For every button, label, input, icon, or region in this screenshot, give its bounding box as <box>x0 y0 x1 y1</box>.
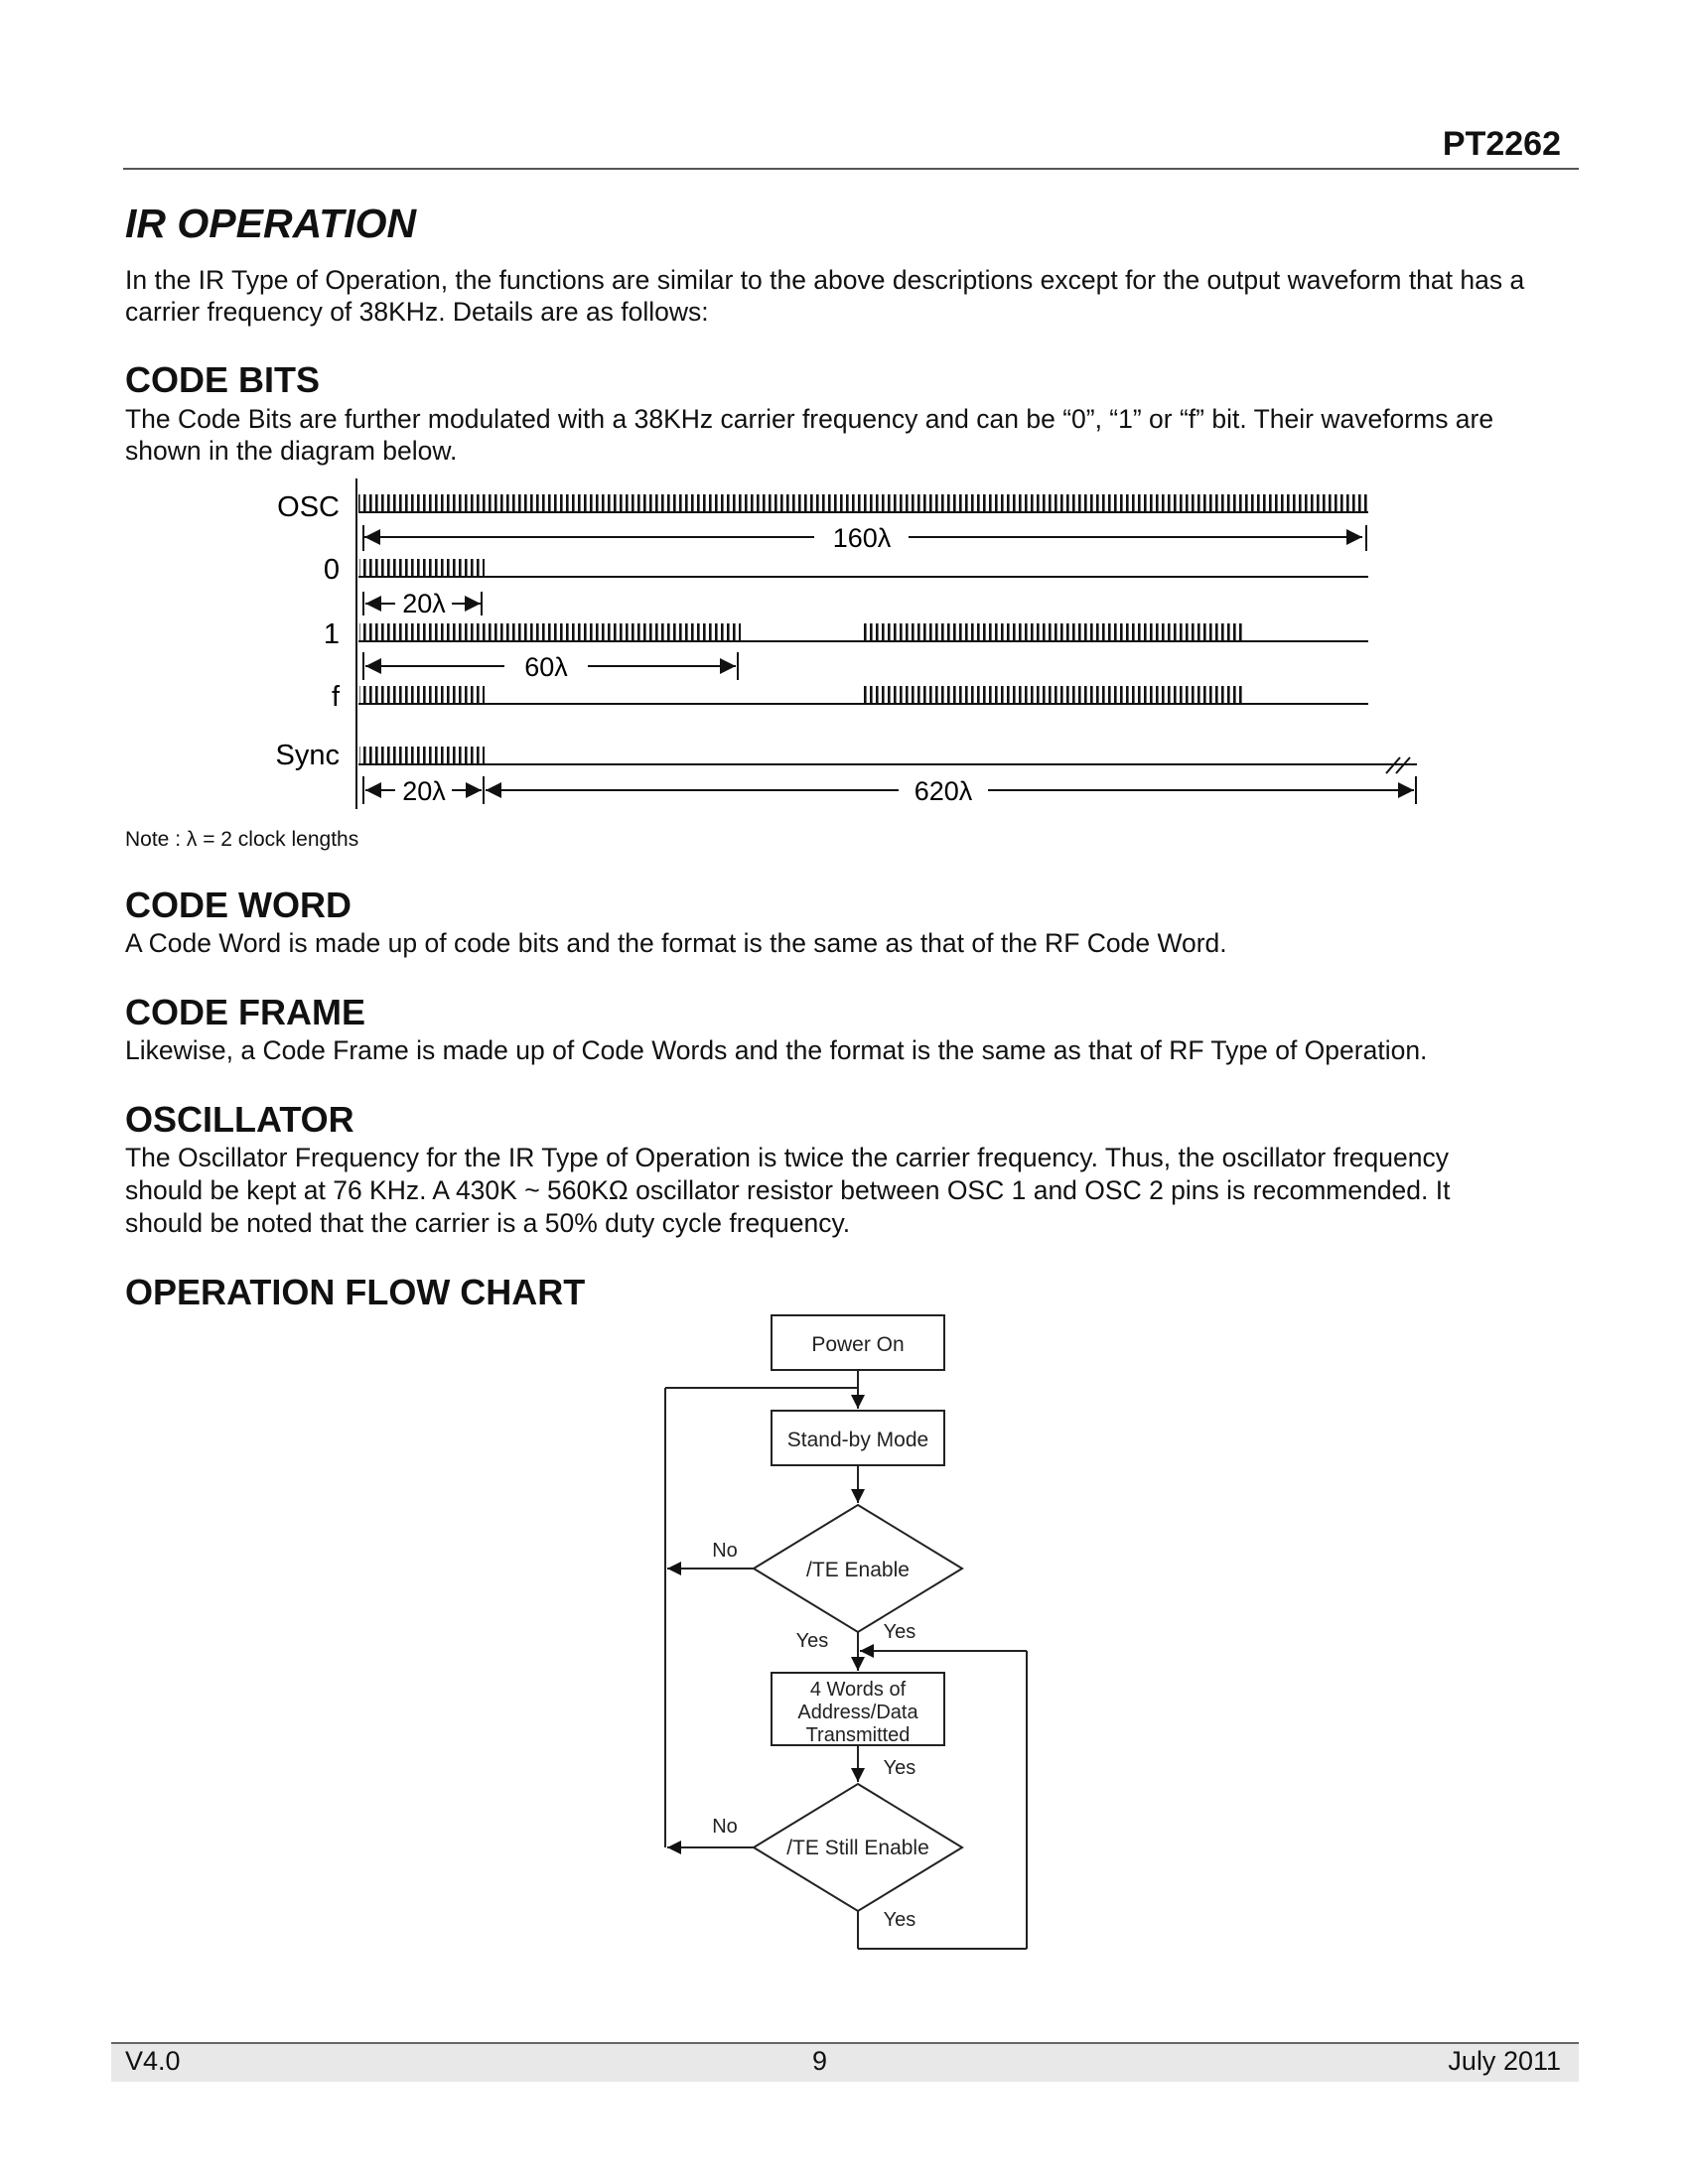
words-label-3: Transmitted <box>805 1724 911 1746</box>
oscillator-heading: OSCILLATOR <box>125 1099 354 1140</box>
code-bits-line-2: shown in the diagram below. <box>125 436 458 466</box>
footer-version: V4.0 <box>125 2046 181 2076</box>
yes-label-3: Yes <box>883 1757 916 1779</box>
page-title: IR OPERATION <box>125 201 417 246</box>
yes-label-4: Yes <box>883 1909 916 1931</box>
footer-bar <box>111 2042 1579 2082</box>
intro-line-1: In the IR Type of Operation, the functions are similar to the above descriptions except for the output waveform that has a <box>125 265 1525 295</box>
footer-page-number: 9 <box>812 2046 828 2076</box>
yes-label-2: Yes <box>883 1621 916 1643</box>
dim-60-label: 60λ <box>524 652 568 682</box>
oscillator-line-1: The Oscillator Frequency for the IR Type of Operation is twice the carrier frequency. Thus, the oscillator frequency <box>125 1143 1449 1172</box>
sync-label: Sync <box>275 740 340 771</box>
osc-label: OSC <box>277 491 340 523</box>
te-enable-label: /TE Enable <box>806 1559 910 1581</box>
bit-1-label: 1 <box>323 618 340 650</box>
lambda-note: Note : λ = 2 clock lengths <box>125 828 359 851</box>
code-bits-heading: CODE BITS <box>125 359 321 400</box>
code-word-line-1: A Code Word is made up of code bits and the format is the same as that of the RF Code Word. <box>125 928 1227 958</box>
flow-chart-heading: OPERATION FLOW CHART <box>125 1272 586 1312</box>
document-code: PT2262 <box>1442 125 1561 163</box>
oscillator-line-2: should be kept at 76 KHz. A 430K ~ 560KΩ oscillator resistor between OSC 1 and OSC 2 pins is recommended. It <box>125 1175 1451 1205</box>
power-on-label: Power On <box>811 1333 905 1356</box>
te-still-label: /TE Still Enable <box>786 1837 929 1859</box>
no-label-1: No <box>712 1540 738 1562</box>
code-frame-line-1: Likewise, a Code Frame is made up of Code Words and the format is the same as that of RF Type of Operation. <box>125 1035 1428 1065</box>
code-frame-heading: CODE FRAME <box>125 992 365 1032</box>
dim-20-label-a: 20λ <box>402 589 446 618</box>
yes-label-1: Yes <box>795 1630 829 1652</box>
bit-0-label: 0 <box>323 554 340 586</box>
code-word-heading: CODE WORD <box>125 885 352 925</box>
footer-date: July 2011 <box>1448 2046 1561 2076</box>
bit-f-label: f <box>331 681 340 713</box>
oscillator-line-3: should be noted that the carrier is a 50% duty cycle frequency. <box>125 1208 851 1238</box>
standby-label: Stand-by Mode <box>786 1429 929 1451</box>
dim-20-label-b: 20λ <box>402 776 446 806</box>
no-label-2: No <box>712 1816 738 1838</box>
code-bits-line-1: The Code Bits are further modulated with a 38KHz carrier frequency and can be “0”, “1” or “f” bit. Their waveforms are <box>125 404 1494 434</box>
dim-620-label: 620λ <box>914 776 973 806</box>
words-label-1: 4 Words of <box>809 1679 907 1701</box>
intro-line-2: carrier frequency of 38KHz. Details are as follows: <box>125 297 709 327</box>
words-label-2: Address/Data <box>797 1702 918 1723</box>
dim-160-label: 160λ <box>832 523 892 553</box>
